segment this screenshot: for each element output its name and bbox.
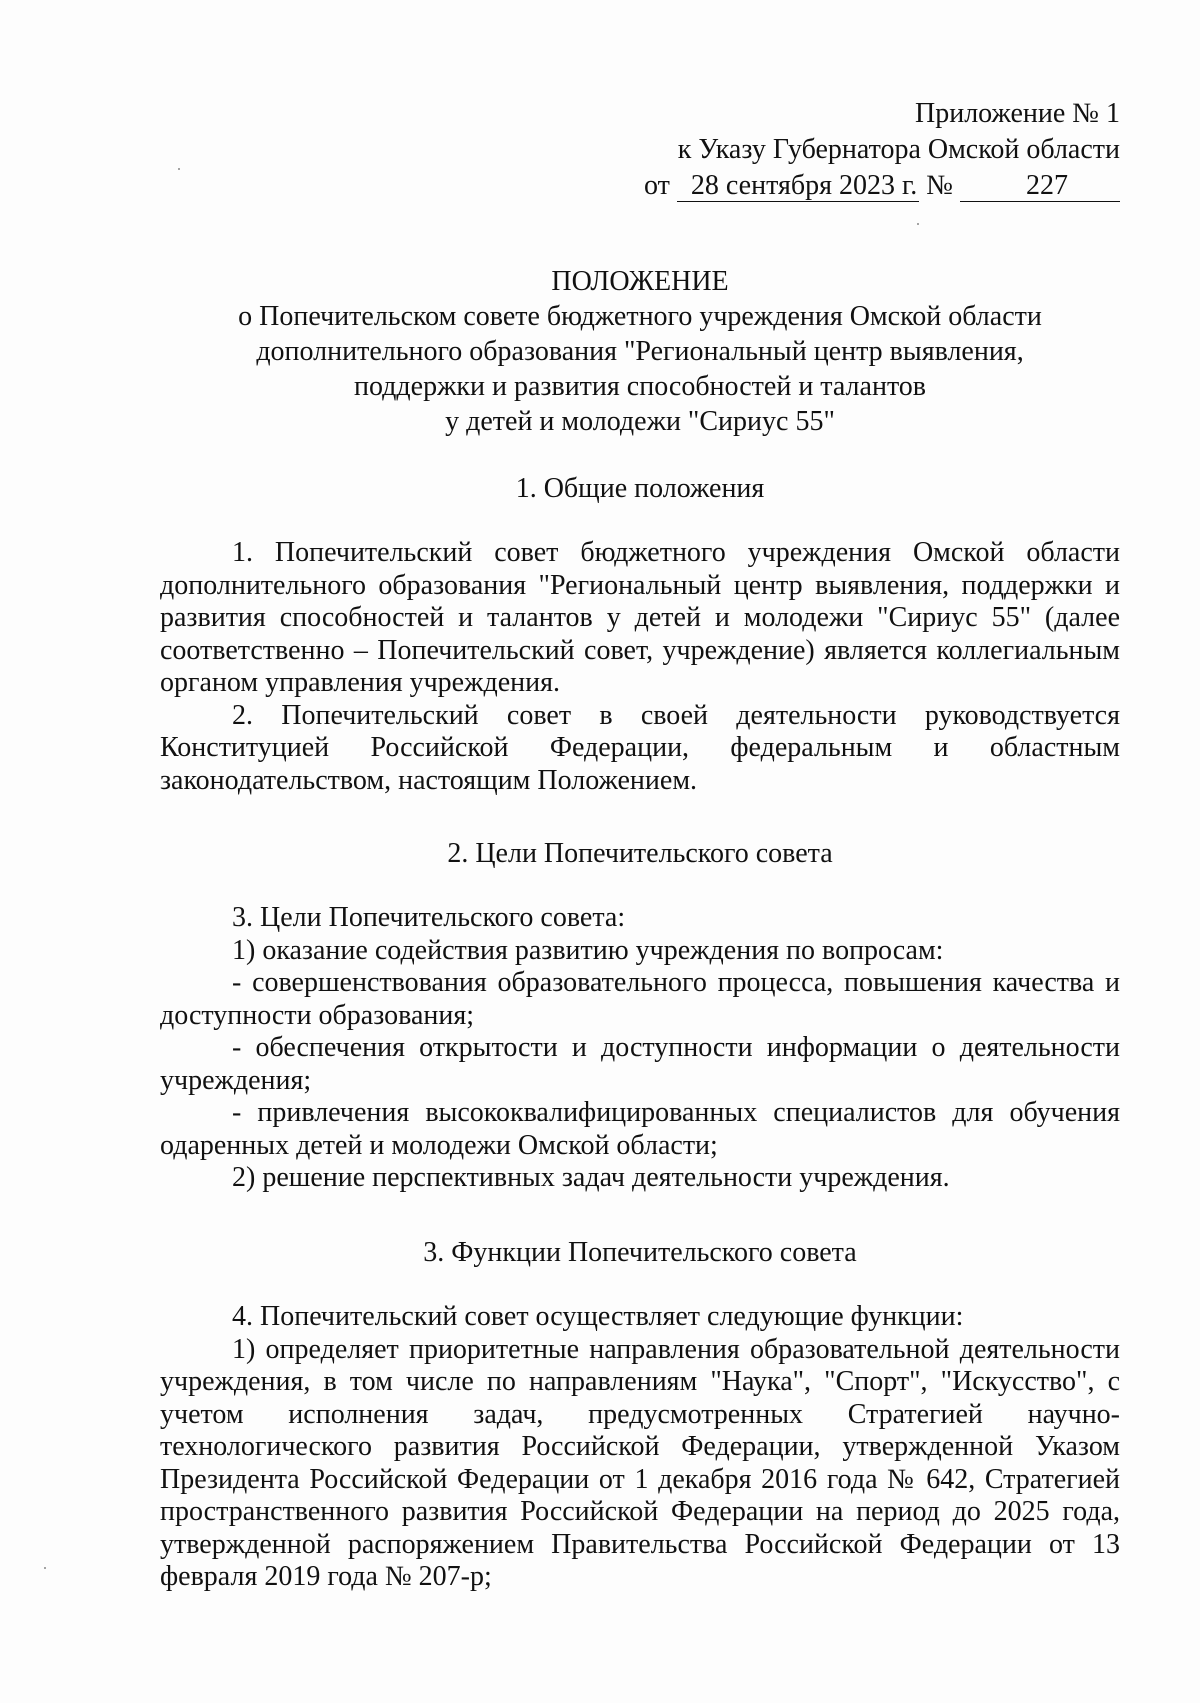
decree-date: 28 сентября 2023 г. xyxy=(677,171,919,202)
goal-1-item-1: - совершенствования образовательного процесса, повышения качества и доступности образования; xyxy=(160,967,1120,1031)
section-3-body xyxy=(160,1301,1120,1594)
title-line-3: поддержки и развития способностей и талантов xyxy=(353,371,927,402)
title-line-4: у детей и молодежи "Сириус 55" xyxy=(445,406,835,437)
decree-number: 227 xyxy=(960,171,1120,202)
goal-1: 1) оказание содействия развитию учреждения по вопросам: xyxy=(232,934,944,966)
paragraph-4: 4. Попечительский совет осуществляет следующие функции: xyxy=(232,1301,964,1332)
from-prefix: от xyxy=(644,170,670,201)
document-title: ПОЛОЖЕНИЕ xyxy=(551,266,729,297)
paragraph-3: 3. Цели Попечительского совета: xyxy=(232,902,626,933)
document-title-block xyxy=(160,264,1120,439)
number-sign: № xyxy=(926,170,953,201)
appendix-reference: к Указу Губернатора Омской области xyxy=(677,134,1120,165)
appendix-date-line xyxy=(644,168,1120,204)
title-line-2: дополнительного образования "Региональный центр выявления, xyxy=(256,336,1024,367)
paragraph-2: 2. Попечительский совет в своей деятельности руководствуется Конституцией Российской Федерации, федеральным и областным законодательством, настоящим Положением. xyxy=(160,699,1120,796)
scan-speck xyxy=(44,1567,46,1569)
section-1-heading: 1. Общие положения xyxy=(515,473,765,504)
section-1-body xyxy=(160,537,1120,797)
section-2-body xyxy=(160,902,1120,1195)
function-1: 1) определяет приоритетные направления образовательной деятельности учреждения, в том числе по направлениям "Наука", "Спорт", "Искусство", с учетом исполнения задач, предусмотренных Стратегией научно-технологического развития Российской Федерации, утвержденной Указом Президента Российской Федерации от 1 декабря 2016 года № 642, Стратегией пространственного развития Российской Федерации на период до 2025 года, утвержденной распоряжением Правительства Российской Федерации от 13 февраля 2019 года № 207-р; xyxy=(160,1333,1120,1592)
section-3-heading: 3. Функции Попечительского совета xyxy=(423,1237,857,1268)
title-line-1: о Попечительском совете бюджетного учреждения Омской области xyxy=(238,301,1042,332)
paragraph-1: 1. Попечительский совет бюджетного учреждения Омской области дополнительного образования "Региональный центр выявления, поддержки и развития способностей и талантов у детей и молодежи "Сириус 55" (далее соответственно – Попечительский совет, учреждение) является коллегиальным органом управления учреждения. xyxy=(160,537,1120,698)
scan-speck xyxy=(178,168,180,170)
appendix-title: Приложение № 1 xyxy=(915,98,1120,129)
goal-1-item-3: - привлечения высококвалифицированных специалистов для обучения одаренных детей и молодежи Омской области; xyxy=(160,1097,1120,1161)
scan-speck xyxy=(917,223,919,225)
appendix-block xyxy=(644,96,1120,204)
goal-1-item-2: - обеспечения открытости и доступности информации о деятельности учреждения; xyxy=(160,1032,1120,1096)
section-2-heading: 2. Цели Попечительского совета xyxy=(447,838,833,869)
goal-2: 2) решение перспективных задач деятельности учреждения. xyxy=(232,1162,950,1193)
